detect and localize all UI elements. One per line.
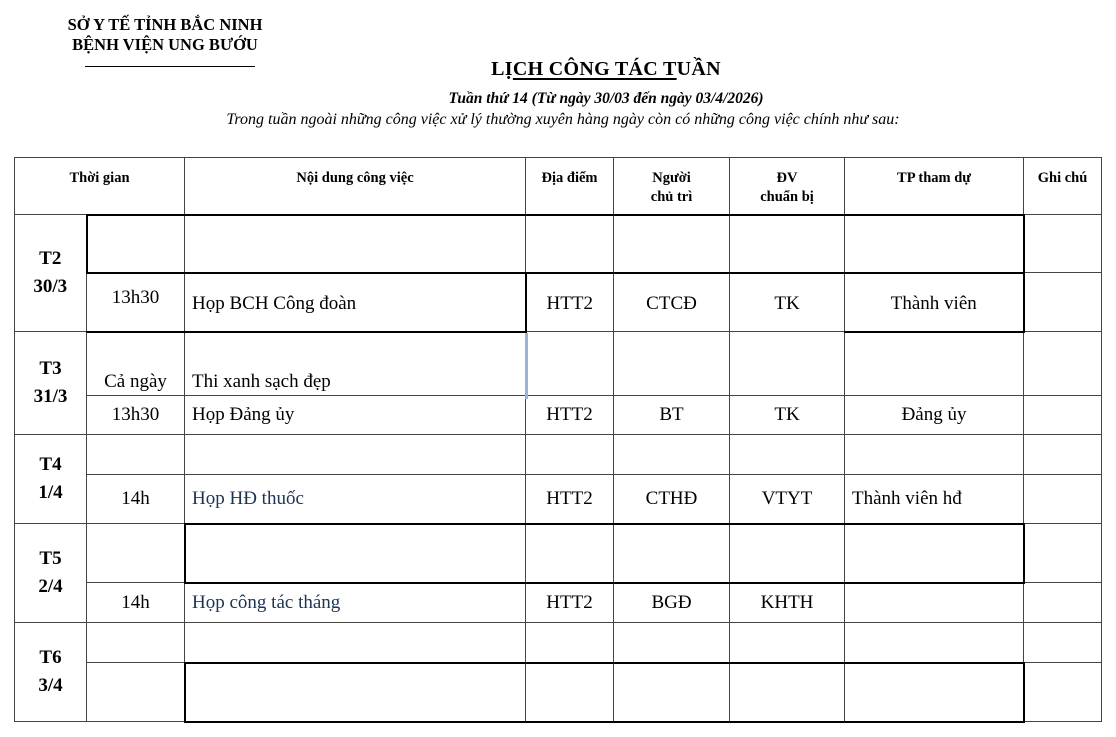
time-cell[interactable]: 14h bbox=[87, 583, 185, 623]
header-prep-line2: chuẩn bị bbox=[760, 189, 814, 205]
weekly-schedule-table bbox=[14, 157, 1102, 723]
content-cell[interactable] bbox=[185, 524, 526, 583]
content-cell[interactable] bbox=[185, 435, 526, 475]
content-cell[interactable] bbox=[185, 623, 526, 663]
title-part-3: UẦN bbox=[676, 58, 721, 80]
table-row bbox=[15, 524, 1102, 583]
host-cell[interactable] bbox=[614, 435, 730, 475]
day-date: 2/4 bbox=[38, 576, 63, 597]
notes-cell[interactable] bbox=[1024, 332, 1102, 396]
location-cell[interactable]: HTT2 bbox=[526, 583, 614, 623]
title-part-1: LỊ bbox=[491, 58, 513, 80]
time-cell[interactable]: 13h30 bbox=[87, 396, 185, 435]
location-cell[interactable] bbox=[526, 663, 614, 722]
table-row bbox=[15, 623, 1102, 663]
location-cell[interactable] bbox=[526, 215, 614, 273]
day-name: T4 bbox=[39, 454, 62, 475]
location-cell[interactable] bbox=[526, 623, 614, 663]
header-host-line2: chủ trì bbox=[650, 189, 693, 205]
day-date: 1/4 bbox=[38, 482, 63, 503]
week-subtitle: Tuần thứ 14 (Từ ngày 30/03 đến ngày 03/4/2026) bbox=[448, 90, 764, 107]
day-date: 3/4 bbox=[38, 675, 63, 696]
text-cursor-selection bbox=[525, 333, 528, 399]
header-notes: Ghi chú bbox=[1024, 158, 1102, 215]
content-cell[interactable]: Thi xanh sạch đẹp bbox=[185, 332, 526, 396]
table-row bbox=[15, 396, 1102, 435]
header-prep-line1: ĐV bbox=[776, 170, 798, 186]
notes-cell[interactable] bbox=[1024, 396, 1102, 435]
time-cell[interactable]: Cả ngày bbox=[87, 332, 185, 396]
time-cell[interactable] bbox=[87, 215, 185, 273]
attendees-cell[interactable]: Thành viên bbox=[845, 273, 1024, 332]
prep-cell[interactable] bbox=[730, 215, 845, 273]
time-cell[interactable] bbox=[87, 435, 185, 475]
host-cell[interactable]: CTCĐ bbox=[614, 273, 730, 332]
content-cell[interactable]: Họp BCH Công đoàn bbox=[185, 273, 526, 332]
notes-cell[interactable] bbox=[1024, 215, 1102, 273]
notes-cell[interactable] bbox=[1024, 623, 1102, 663]
attendees-cell[interactable]: Đảng ủy bbox=[845, 396, 1024, 435]
table-row bbox=[15, 583, 1102, 623]
notes-cell[interactable] bbox=[1024, 475, 1102, 524]
attendees-cell[interactable] bbox=[845, 583, 1024, 623]
attendees-cell[interactable] bbox=[845, 663, 1024, 722]
attendees-cell[interactable] bbox=[845, 215, 1024, 273]
day-cell bbox=[15, 215, 87, 332]
notes-cell[interactable] bbox=[1024, 663, 1102, 722]
day-cell bbox=[15, 435, 87, 524]
prep-cell[interactable]: TK bbox=[730, 273, 845, 332]
table-row bbox=[15, 273, 1102, 332]
day-name: T3 bbox=[39, 358, 62, 379]
notes-cell[interactable] bbox=[1024, 435, 1102, 475]
prep-cell[interactable] bbox=[730, 435, 845, 475]
content-cell[interactable]: Họp HĐ thuốc bbox=[185, 475, 526, 524]
location-cell[interactable] bbox=[526, 332, 614, 396]
attendees-cell[interactable] bbox=[845, 435, 1024, 475]
header-time: Thời gian bbox=[15, 158, 185, 215]
table-row bbox=[15, 663, 1102, 722]
header-host-line1: Người bbox=[652, 170, 691, 186]
time-cell[interactable] bbox=[87, 663, 185, 722]
day-date: 31/3 bbox=[33, 386, 68, 407]
table-row bbox=[15, 215, 1102, 273]
location-cell[interactable]: HTT2 bbox=[526, 273, 614, 332]
prep-cell[interactable] bbox=[730, 524, 845, 583]
intro-text: Trong tuần ngoài những công việc xử lý thường xuyên hàng ngày còn có những công việc chính như sau: bbox=[226, 111, 900, 128]
table-row bbox=[15, 332, 1102, 396]
notes-cell[interactable] bbox=[1024, 273, 1102, 332]
table-row bbox=[15, 475, 1102, 524]
attendees-cell[interactable] bbox=[845, 623, 1024, 663]
header-prep-unit bbox=[730, 158, 845, 215]
day-name: T5 bbox=[39, 548, 62, 569]
attendees-cell[interactable] bbox=[845, 524, 1024, 583]
header-location: Địa điểm bbox=[526, 158, 614, 215]
prep-cell[interactable]: TK bbox=[730, 396, 845, 435]
day-cell bbox=[15, 524, 87, 623]
content-cell[interactable]: Họp Đảng ủy bbox=[185, 396, 526, 435]
day-name: T2 bbox=[39, 248, 62, 269]
host-cell[interactable] bbox=[614, 663, 730, 722]
prep-cell[interactable] bbox=[730, 623, 845, 663]
host-cell[interactable]: BGĐ bbox=[614, 583, 730, 623]
time-cell[interactable] bbox=[87, 623, 185, 663]
content-cell[interactable] bbox=[185, 215, 526, 273]
host-cell[interactable] bbox=[614, 332, 730, 396]
host-cell[interactable] bbox=[614, 623, 730, 663]
day-date: 30/3 bbox=[33, 276, 68, 297]
time-cell[interactable]: 13h30 bbox=[87, 273, 185, 332]
host-cell[interactable]: CTHĐ bbox=[614, 475, 730, 524]
header-attendees: TP tham dự bbox=[845, 158, 1024, 215]
organization-header bbox=[50, 15, 280, 55]
location-cell[interactable] bbox=[526, 435, 614, 475]
location-cell[interactable]: HTT2 bbox=[526, 475, 614, 524]
title-part-2: CH CÔNG TÁC T bbox=[512, 58, 677, 80]
org-hospital: BỆNH VIỆN UNG BƯỚU bbox=[72, 35, 258, 54]
content-cell[interactable] bbox=[185, 663, 526, 722]
day-name: T6 bbox=[39, 647, 62, 668]
org-department: SỞ Y TẾ TỈNH BẮC NINH bbox=[67, 15, 263, 34]
content-cell[interactable]: Họp công tác tháng bbox=[185, 583, 526, 623]
table-header-row bbox=[15, 158, 1102, 215]
attendees-cell[interactable]: Thành viên hđ bbox=[845, 475, 1024, 524]
day-cell bbox=[15, 332, 87, 435]
attendees-cell[interactable] bbox=[845, 332, 1024, 396]
document-title bbox=[0, 58, 1116, 81]
host-cell[interactable] bbox=[614, 524, 730, 583]
prep-cell[interactable]: VTYT bbox=[730, 475, 845, 524]
notes-cell[interactable] bbox=[1024, 583, 1102, 623]
header-content: Nội dung công việc bbox=[185, 158, 526, 215]
location-cell[interactable]: HTT2 bbox=[526, 396, 614, 435]
host-cell[interactable] bbox=[614, 215, 730, 273]
prep-cell[interactable]: KHTH bbox=[730, 583, 845, 623]
table-row bbox=[15, 435, 1102, 475]
time-cell[interactable]: 14h bbox=[87, 475, 185, 524]
time-cell[interactable] bbox=[87, 524, 185, 583]
day-cell bbox=[15, 623, 87, 722]
prep-cell[interactable] bbox=[730, 332, 845, 396]
header-host bbox=[614, 158, 730, 215]
location-cell[interactable] bbox=[526, 524, 614, 583]
notes-cell[interactable] bbox=[1024, 524, 1102, 583]
prep-cell[interactable] bbox=[730, 663, 845, 722]
host-cell[interactable]: BT bbox=[614, 396, 730, 435]
